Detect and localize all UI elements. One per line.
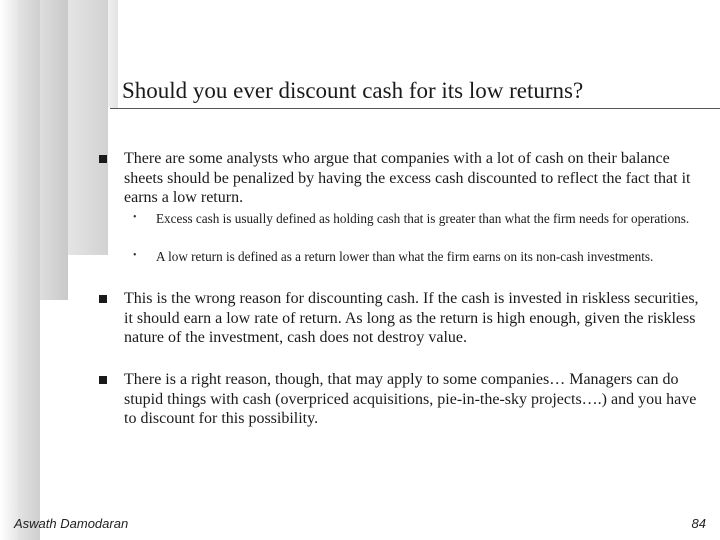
square-bullet-icon [99, 376, 107, 384]
slide-title: Should you ever discount cash for its low returns? [122, 78, 584, 103]
sub-bullet-text: A low return is defined as a return lower than what the firm earns on its non-cash investments. [156, 249, 654, 264]
square-bullet-icon [99, 155, 107, 163]
sub-bullet-text: Excess cash is usually defined as holding cash that is greater than what the firm needs for operations. [156, 211, 690, 226]
bullet-text: There are some analysts who argue that companies with a lot of cash on their balance sheets should be penalized by having the excess cash discounted to reflect the fact that it earns a low return. [124, 150, 691, 206]
footer-author: Aswath Damodaran [14, 516, 129, 531]
square-bullet-icon [99, 295, 107, 303]
bullet-text: There is a right reason, though, that may apply to some companies… Managers can do stupid things with cash (overpriced acquisitions, pie-in-the-sky projects….) and you have to discount for this possibility. [124, 371, 697, 427]
dot-bullet-icon: • [133, 212, 137, 223]
dot-bullet-icon: • [133, 250, 137, 261]
title-divider [110, 108, 720, 109]
page-number: 84 [691, 516, 706, 531]
bullet-text: This is the wrong reason for discounting cash. If the cash is invested in riskless securities, it should earn a low rate of return. As long as the return is high enough, given the riskless nature of the investment, cash does not destroy value. [124, 290, 699, 346]
